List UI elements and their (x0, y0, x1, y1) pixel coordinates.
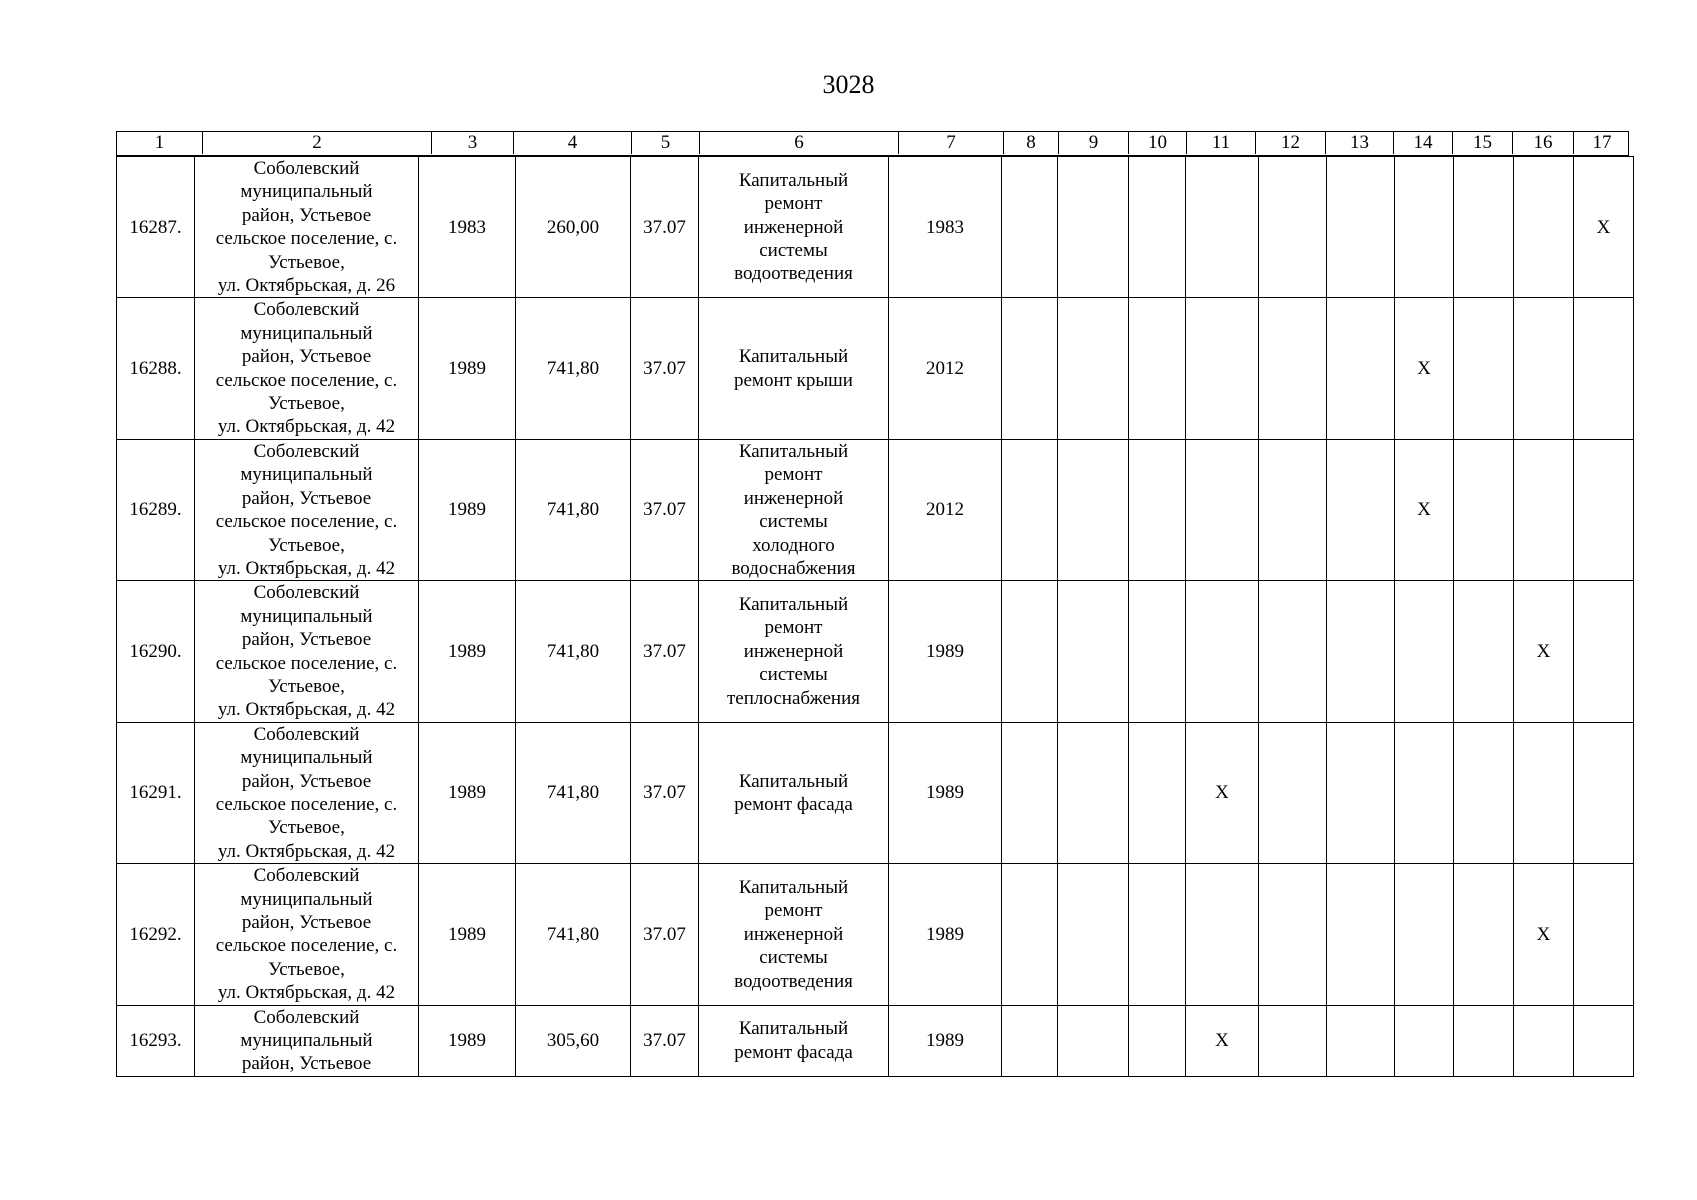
empty-cell (1574, 1005, 1634, 1076)
empty-cell (1395, 581, 1454, 722)
empty-cell (1058, 298, 1129, 439)
empty-cell (1058, 439, 1129, 580)
address-cell-line: район, Устьевое (241, 204, 372, 226)
code-cell: 37.07 (631, 581, 699, 722)
address-cell-line: район, Устьевое (241, 346, 372, 368)
empty-cell (1259, 439, 1327, 580)
work-type-cell-line: системы (759, 511, 828, 533)
column-header-1: 1 (117, 132, 203, 154)
area-cell: 741,80 (516, 722, 631, 863)
address-cell (195, 1005, 419, 1076)
empty-cell (1058, 157, 1129, 298)
work-type-cell-line: системы (759, 664, 828, 686)
table-row (117, 157, 1634, 298)
empty-cell (1058, 722, 1129, 863)
work-type-cell-line: Капитальный (738, 440, 849, 462)
empty-cell (1129, 439, 1186, 580)
address-cell (195, 581, 419, 722)
empty-cell (1259, 864, 1327, 1005)
work-type-cell-line: системы (759, 239, 828, 261)
build-year-cell: 1989 (419, 298, 516, 439)
address-cell-line: Устьевое, (268, 251, 345, 273)
empty-cell (1259, 581, 1327, 722)
address-cell-line: сельское поселение, с. (215, 652, 398, 674)
build-year-cell: 1989 (419, 722, 516, 863)
code-cell: 37.07 (631, 722, 699, 863)
empty-cell (1395, 1005, 1454, 1076)
table-row (117, 1005, 1634, 1076)
empty-cell (1186, 581, 1259, 722)
work-type-cell (699, 1005, 889, 1076)
address-cell-line: сельское поселение, с. (215, 369, 398, 391)
empty-cell (1327, 298, 1395, 439)
empty-cell (1259, 722, 1327, 863)
work-type-cell (699, 722, 889, 863)
repair-year-cell: 1989 (889, 722, 1002, 863)
work-type-cell (699, 581, 889, 722)
work-type-cell (699, 439, 889, 580)
area-cell: 741,80 (516, 864, 631, 1005)
column-header-13: 13 (1326, 132, 1394, 154)
column-header-5: 5 (632, 132, 700, 154)
empty-cell (1186, 298, 1259, 439)
empty-cell (1395, 864, 1454, 1005)
empty-cell (1574, 864, 1634, 1005)
work-type-cell-line: ремонт (764, 464, 823, 486)
empty-cell (1129, 298, 1186, 439)
work-type-cell (699, 157, 889, 298)
row-number: 16291. (117, 722, 195, 863)
work-type-cell-line: ремонт крыши (734, 369, 853, 391)
work-type-cell-line: ремонт фасада (734, 1041, 853, 1063)
empty-cell (1454, 298, 1514, 439)
repair-year-cell: 1983 (889, 157, 1002, 298)
build-year-cell: 1989 (419, 439, 516, 580)
empty-cell (1454, 722, 1514, 863)
table-row (117, 298, 1634, 439)
empty-cell (1186, 439, 1259, 580)
empty-cell (1327, 864, 1395, 1005)
table-row (117, 864, 1634, 1005)
empty-cell (1186, 157, 1259, 298)
row-number: 16288. (117, 298, 195, 439)
repair-year-cell: 1989 (889, 1005, 1002, 1076)
address-cell-line: Устьевое, (268, 958, 345, 980)
empty-cell (1395, 722, 1454, 863)
empty-cell (1454, 1005, 1514, 1076)
address-cell-line: муниципальный (240, 181, 373, 203)
empty-cell (1259, 298, 1327, 439)
repair-year-cell: 2012 (889, 439, 1002, 580)
address-cell-line: район, Устьевое (241, 1053, 372, 1075)
work-type-cell-line: системы (759, 947, 828, 969)
page-number: 3028 (822, 70, 875, 99)
work-type-cell-line: Капитальный (738, 770, 849, 792)
mark-cell: X (1186, 722, 1259, 863)
empty-cell (1454, 439, 1514, 580)
work-type-cell-line: Капитальный (738, 594, 849, 616)
address-cell-line: Соболевский (253, 865, 360, 887)
capital-repair-table (116, 156, 1634, 1077)
empty-cell (1002, 1005, 1058, 1076)
address-cell-line: муниципальный (240, 888, 373, 910)
empty-cell (1574, 722, 1634, 863)
empty-cell (1129, 1005, 1186, 1076)
work-type-cell (699, 864, 889, 1005)
work-type-cell-line: ремонт (764, 617, 823, 639)
empty-cell (1574, 581, 1634, 722)
address-cell-line: Устьевое, (268, 817, 345, 839)
empty-cell (1574, 439, 1634, 580)
address-cell-line: ул. Октябрьская, д. 42 (217, 840, 396, 862)
code-cell: 37.07 (631, 864, 699, 1005)
work-type-cell-line: ремонт фасада (734, 793, 853, 815)
column-header-11: 11 (1187, 132, 1256, 154)
empty-cell (1129, 157, 1186, 298)
address-cell-line: ул. Октябрьская, д. 26 (217, 275, 396, 297)
address-cell-line: район, Устьевое (241, 770, 372, 792)
address-cell-line: муниципальный (240, 1030, 373, 1052)
address-cell-line: район, Устьевое (241, 629, 372, 651)
address-cell-line: муниципальный (240, 464, 373, 486)
work-type-cell (699, 298, 889, 439)
empty-cell (1002, 298, 1058, 439)
row-number: 16292. (117, 864, 195, 1005)
area-cell: 741,80 (516, 298, 631, 439)
column-header-15: 15 (1453, 132, 1513, 154)
address-cell (195, 157, 419, 298)
empty-cell (1327, 722, 1395, 863)
address-cell-line: сельское поселение, с. (215, 793, 398, 815)
address-cell-line: муниципальный (240, 605, 373, 627)
area-cell: 741,80 (516, 439, 631, 580)
address-cell-line: Соболевский (253, 158, 360, 179)
empty-cell (1002, 722, 1058, 863)
empty-cell (1002, 157, 1058, 298)
empty-cell (1129, 722, 1186, 863)
empty-cell (1454, 157, 1514, 298)
repair-year-cell: 2012 (889, 298, 1002, 439)
work-type-cell-line: Капитальный (738, 1018, 849, 1040)
empty-cell (1129, 581, 1186, 722)
empty-cell (1058, 1005, 1129, 1076)
code-cell: 37.07 (631, 298, 699, 439)
empty-cell (1002, 864, 1058, 1005)
work-type-cell-line: инженерной (743, 640, 844, 662)
mark-cell: X (1514, 581, 1574, 722)
work-type-cell-line: водоотведения (734, 263, 853, 285)
row-number: 16290. (117, 581, 195, 722)
address-cell-line: сельское поселение, с. (215, 935, 398, 957)
address-cell (195, 722, 419, 863)
row-number: 16289. (117, 439, 195, 580)
address-cell-line: Устьевое, (268, 534, 345, 556)
work-type-cell-line: водоснабжения (731, 557, 856, 579)
work-type-cell-line: теплоснабжения (727, 687, 860, 709)
empty-cell (1259, 1005, 1327, 1076)
column-header-12: 12 (1256, 132, 1326, 154)
table-row (117, 581, 1634, 722)
empty-cell (1514, 1005, 1574, 1076)
work-type-cell-line: Капитальный (738, 346, 849, 368)
build-year-cell: 1989 (419, 581, 516, 722)
mark-cell: X (1186, 1005, 1259, 1076)
work-type-cell-line: инженерной (743, 487, 844, 509)
empty-cell (1259, 157, 1327, 298)
repair-year-cell: 1989 (889, 864, 1002, 1005)
column-header-6: 6 (700, 132, 899, 154)
column-header-14: 14 (1394, 132, 1453, 154)
work-type-cell-line: Капитальный (738, 169, 849, 191)
row-number: 16293. (117, 1005, 195, 1076)
code-cell: 37.07 (631, 439, 699, 580)
column-header-3: 3 (432, 132, 514, 154)
work-type-cell-line: ремонт (764, 193, 823, 215)
mark-cell: X (1514, 864, 1574, 1005)
empty-cell (1327, 157, 1395, 298)
address-cell-line: Соболевский (253, 723, 360, 745)
work-type-cell-line: ремонт (764, 900, 823, 922)
empty-cell (1454, 581, 1514, 722)
address-cell-line: муниципальный (240, 747, 373, 769)
build-year-cell: 1989 (419, 864, 516, 1005)
address-cell-line: Соболевский (253, 582, 360, 604)
address-cell-line: Устьевое, (268, 675, 345, 697)
empty-cell (1058, 864, 1129, 1005)
empty-cell (1129, 864, 1186, 1005)
table-row (117, 722, 1634, 863)
area-cell: 305,60 (516, 1005, 631, 1076)
address-cell-line: Соболевский (253, 1006, 360, 1028)
empty-cell (1327, 581, 1395, 722)
address-cell-line: район, Устьевое (241, 912, 372, 933)
empty-cell (1514, 157, 1574, 298)
empty-cell (1186, 864, 1259, 1005)
address-cell-line: Соболевский (253, 299, 360, 321)
empty-cell (1514, 722, 1574, 863)
address-cell (195, 298, 419, 439)
work-type-cell-line: Капитальный (738, 876, 849, 898)
area-cell: 741,80 (516, 581, 631, 722)
code-cell: 37.07 (631, 157, 699, 298)
work-type-cell-line: инженерной (743, 216, 844, 238)
column-header-8: 8 (1004, 132, 1059, 154)
column-header-10: 10 (1129, 132, 1187, 154)
repair-year-cell: 1989 (889, 581, 1002, 722)
work-type-cell-line: холодного (752, 534, 835, 556)
address-cell (195, 439, 419, 580)
code-cell: 37.07 (631, 1005, 699, 1076)
empty-cell (1454, 864, 1514, 1005)
column-header-7: 7 (899, 132, 1004, 154)
column-header-2: 2 (203, 132, 432, 154)
mark-cell: X (1395, 298, 1454, 439)
column-header-9: 9 (1059, 132, 1129, 154)
empty-cell (1327, 439, 1395, 580)
address-cell-line: сельское поселение, с. (215, 228, 398, 250)
empty-cell (1574, 298, 1634, 439)
address-cell-line: район, Устьевое (241, 487, 372, 509)
empty-cell (1002, 439, 1058, 580)
column-header-16: 16 (1513, 132, 1574, 154)
empty-cell (1514, 439, 1574, 580)
build-year-cell: 1983 (419, 157, 516, 298)
empty-cell (1395, 157, 1454, 298)
address-cell-line: ул. Октябрьская, д. 42 (217, 699, 396, 721)
address-cell-line: сельское поселение, с. (215, 511, 398, 533)
address-cell (195, 864, 419, 1005)
area-cell: 260,00 (516, 157, 631, 298)
address-cell-line: Соболевский (253, 440, 360, 462)
column-header-17: 17 (1592, 132, 1612, 153)
mark-cell: X (1395, 439, 1454, 580)
empty-cell (1058, 581, 1129, 722)
build-year-cell: 1989 (419, 1005, 516, 1076)
column-header-4: 4 (514, 132, 632, 154)
address-cell-line: муниципальный (240, 322, 373, 344)
address-cell-line: ул. Октябрьская, д. 42 (217, 557, 396, 579)
address-cell-line: Устьевое, (268, 393, 345, 415)
empty-cell (1514, 298, 1574, 439)
address-cell-line: ул. Октябрьская, д. 42 (217, 982, 396, 1004)
column-number-header (116, 131, 1629, 156)
row-number: 16287. (117, 157, 195, 298)
empty-cell (1327, 1005, 1395, 1076)
empty-cell (1002, 581, 1058, 722)
work-type-cell-line: водоотведения (734, 970, 853, 992)
work-type-cell-line: инженерной (743, 923, 844, 945)
table-row (117, 439, 1634, 580)
address-cell-line: ул. Октябрьская, д. 42 (217, 416, 396, 438)
mark-cell: X (1574, 157, 1634, 298)
